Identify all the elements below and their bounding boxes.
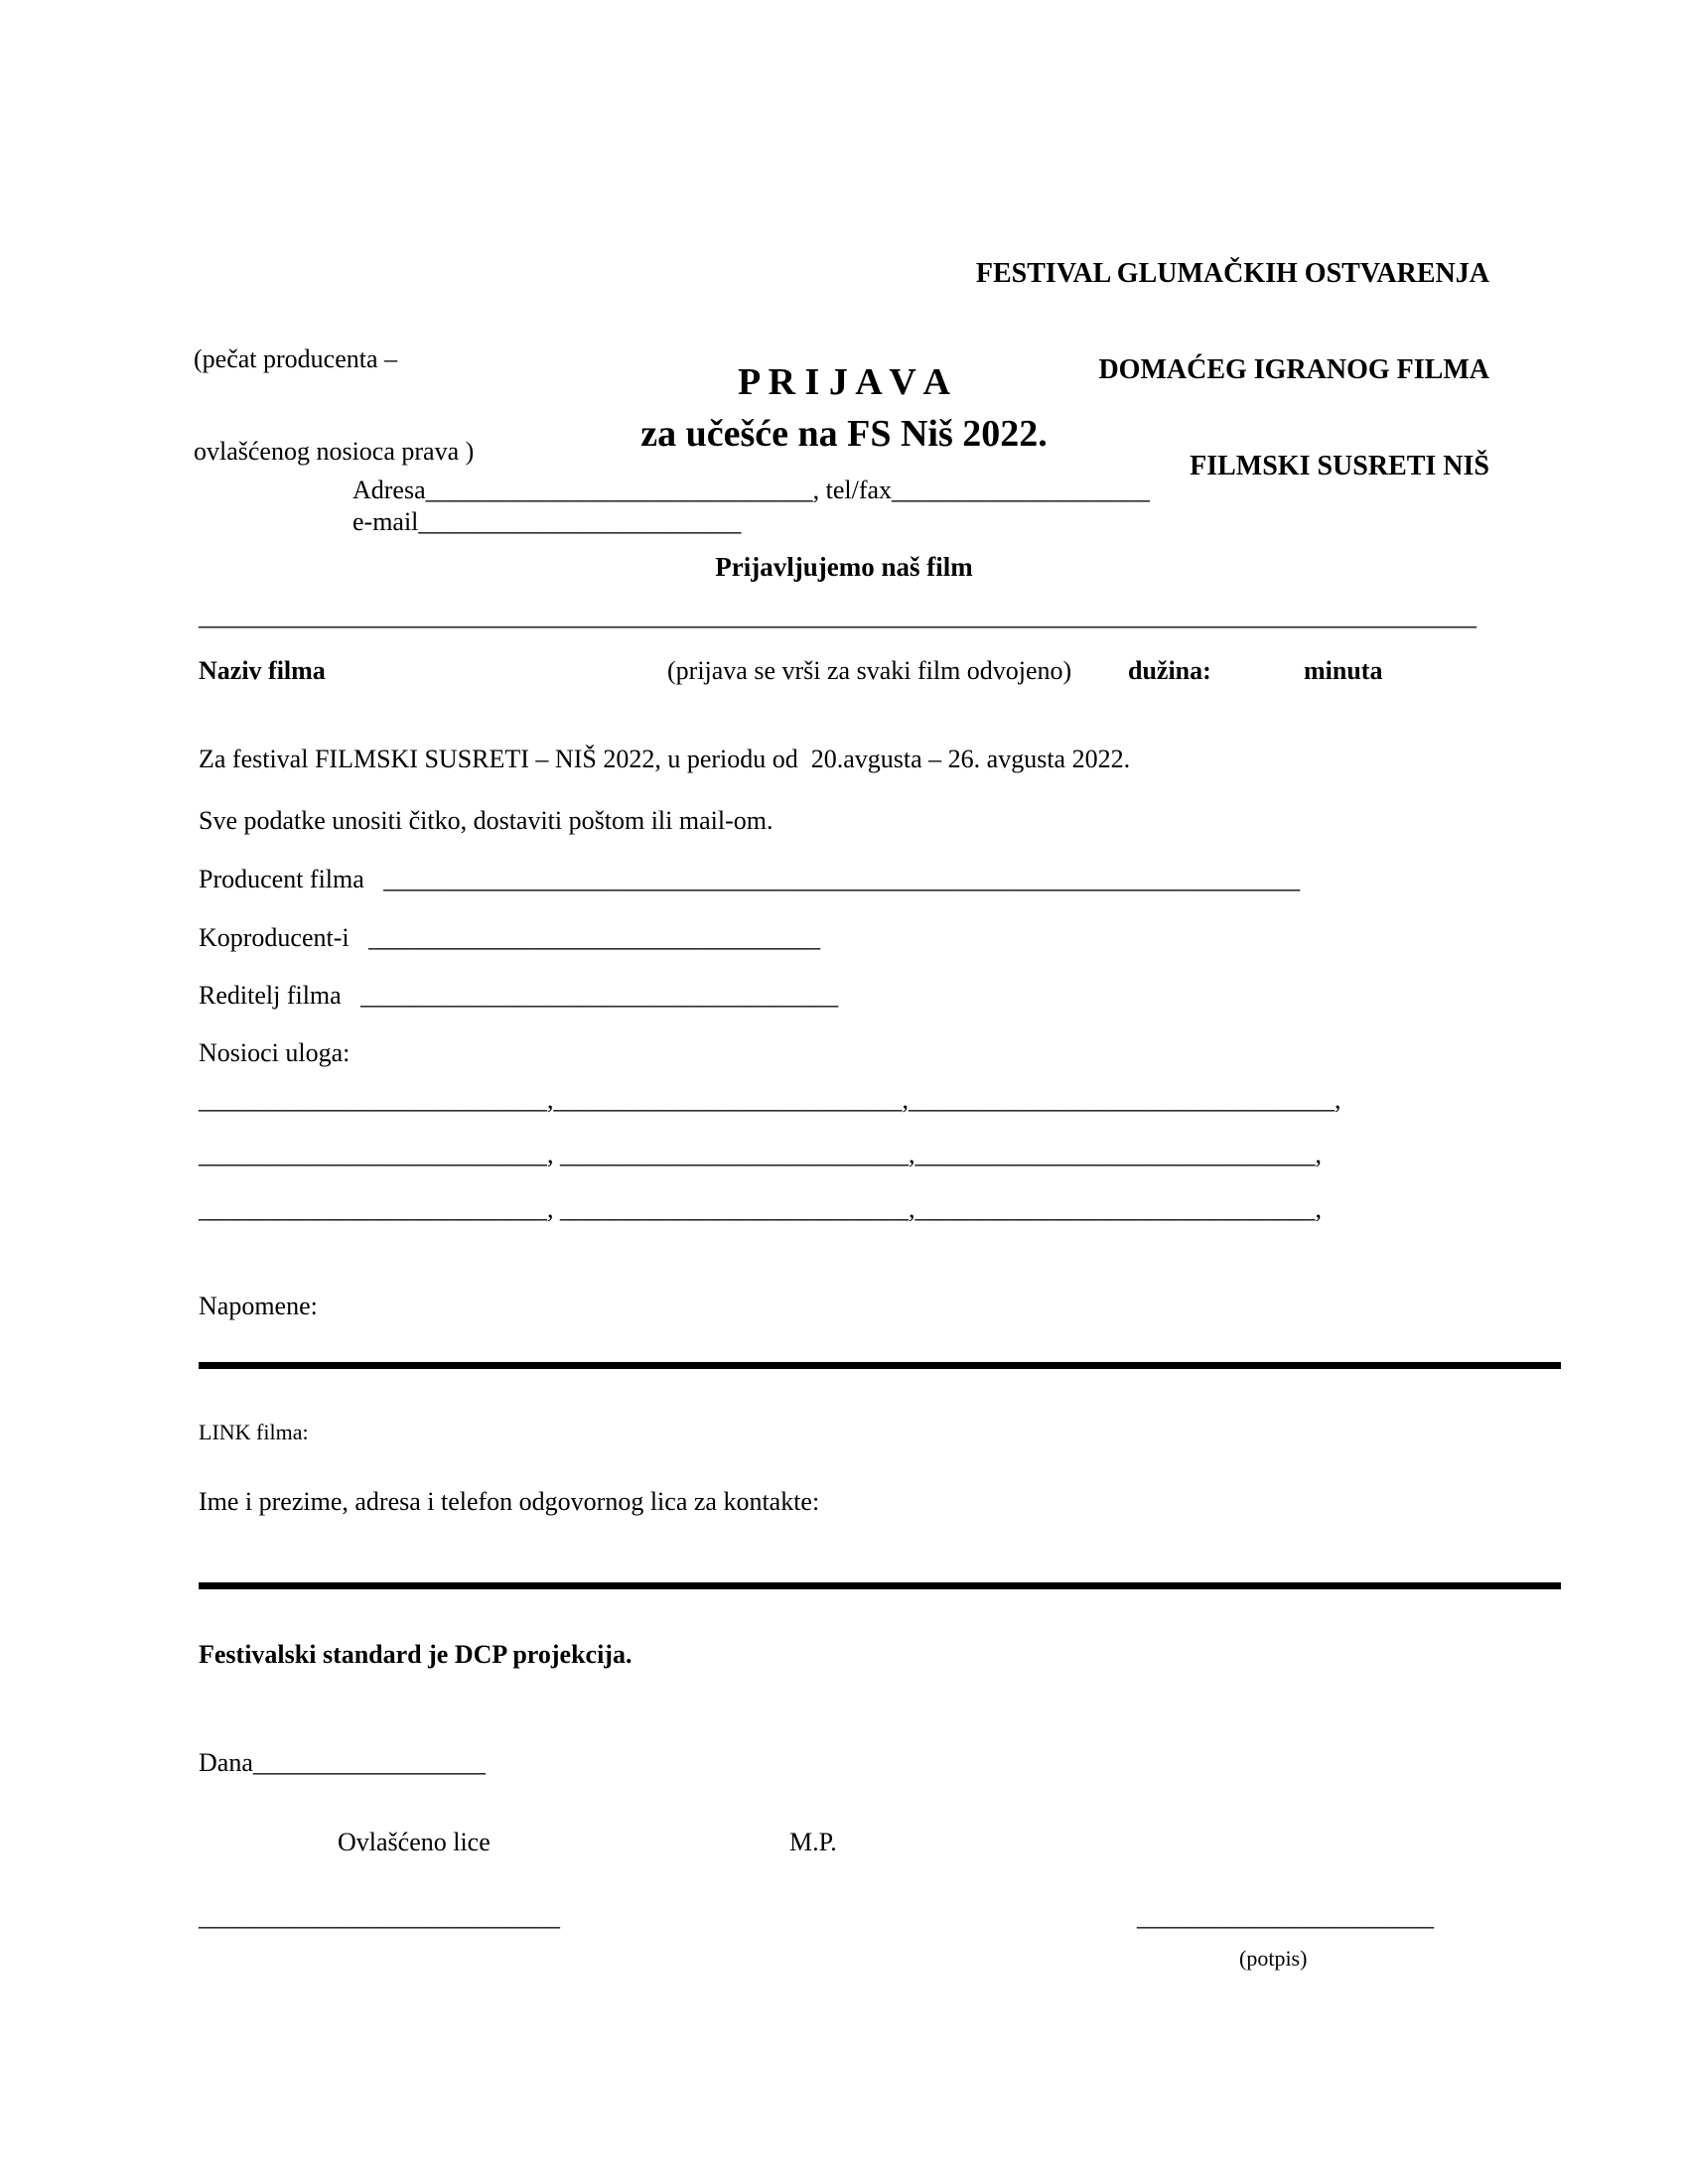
festival-header-line1: FESTIVAL GLUMAČKIH OSTVARENJA (975, 258, 1489, 290)
festival-header-line3: FILMSKI SUSRETI NIŠ (1190, 450, 1489, 481)
email-field: e-mail_________________________ (352, 507, 742, 536)
signature-blank: _______________________ (1137, 1902, 1434, 1931)
legibility-instruction: Sve podatke unositi čitko, dostaviti poštom ili mail-om. (199, 806, 774, 835)
separate-entry-note: (prijava se vrši za svaki film odvojeno) (667, 656, 1072, 685)
film-link-label: LINK filma: (199, 1420, 309, 1444)
cast-blank-row-3: ___________________________, ___________________________,_______________________________, (199, 1194, 1322, 1223)
authorized-signature-blank: ____________________________ (199, 1902, 560, 1931)
film-title-label: Naziv filma (199, 656, 326, 685)
stamp-note-line2: ovlašćenog nosioca prava ) (194, 437, 475, 466)
cast-blank-row-1: ___________________________,___________________________,_________________________________, (199, 1085, 1341, 1114)
stamp-note-line1: (pečat producenta – (194, 344, 398, 373)
seal-label: M.P. (789, 1828, 837, 1856)
date-field: Dana__________________ (199, 1748, 486, 1777)
cast-blank-row-2: ___________________________, ___________________________,_______________________________, (199, 1140, 1322, 1168)
producer-field: Producent filma _______________________________________________________________________ (199, 865, 1301, 893)
contact-person-label: Ime i prezime, adresa i telefon odgovornog lica za kontakte: (199, 1487, 820, 1516)
festival-period-line: Za festival FILMSKI SUSRETI – NIŠ 2022, u periodu od 20.avgusta – 26. avgusta 2022. (199, 745, 1131, 773)
address-telfax-field: Adresa______________________________, tel/fax____________________ (352, 476, 1151, 504)
dcp-standard-note: Festivalski standard je DCP projekcija. (199, 1640, 633, 1669)
form-subtitle: za učešće na FS Niš 2022. (640, 413, 1048, 455)
authorized-person-label: Ovlašćeno lice (338, 1828, 491, 1856)
director-field: Reditelj filma _____________________________________ (199, 981, 839, 1010)
submit-film-heading: Prijavljujemo naš film (715, 552, 973, 582)
duration-label: dužina: (1128, 656, 1211, 685)
form-title: P R I J A V A (737, 361, 950, 403)
festival-header-line2: DOMAĆEG IGRANOG FILMA (1098, 353, 1489, 385)
contact-divider (199, 1582, 1561, 1589)
coproducer-field: Koproducent-i ___________________________________ (199, 923, 821, 952)
cast-label: Nosioci uloga: (199, 1038, 351, 1067)
notes-divider (199, 1362, 1561, 1369)
signature-caption: (potpis) (1239, 1946, 1308, 1971)
film-title-blank: ___________________________________________________________________________________________________ (199, 602, 1477, 630)
duration-unit-label: minuta (1304, 656, 1383, 685)
notes-label: Napomene: (199, 1292, 318, 1320)
